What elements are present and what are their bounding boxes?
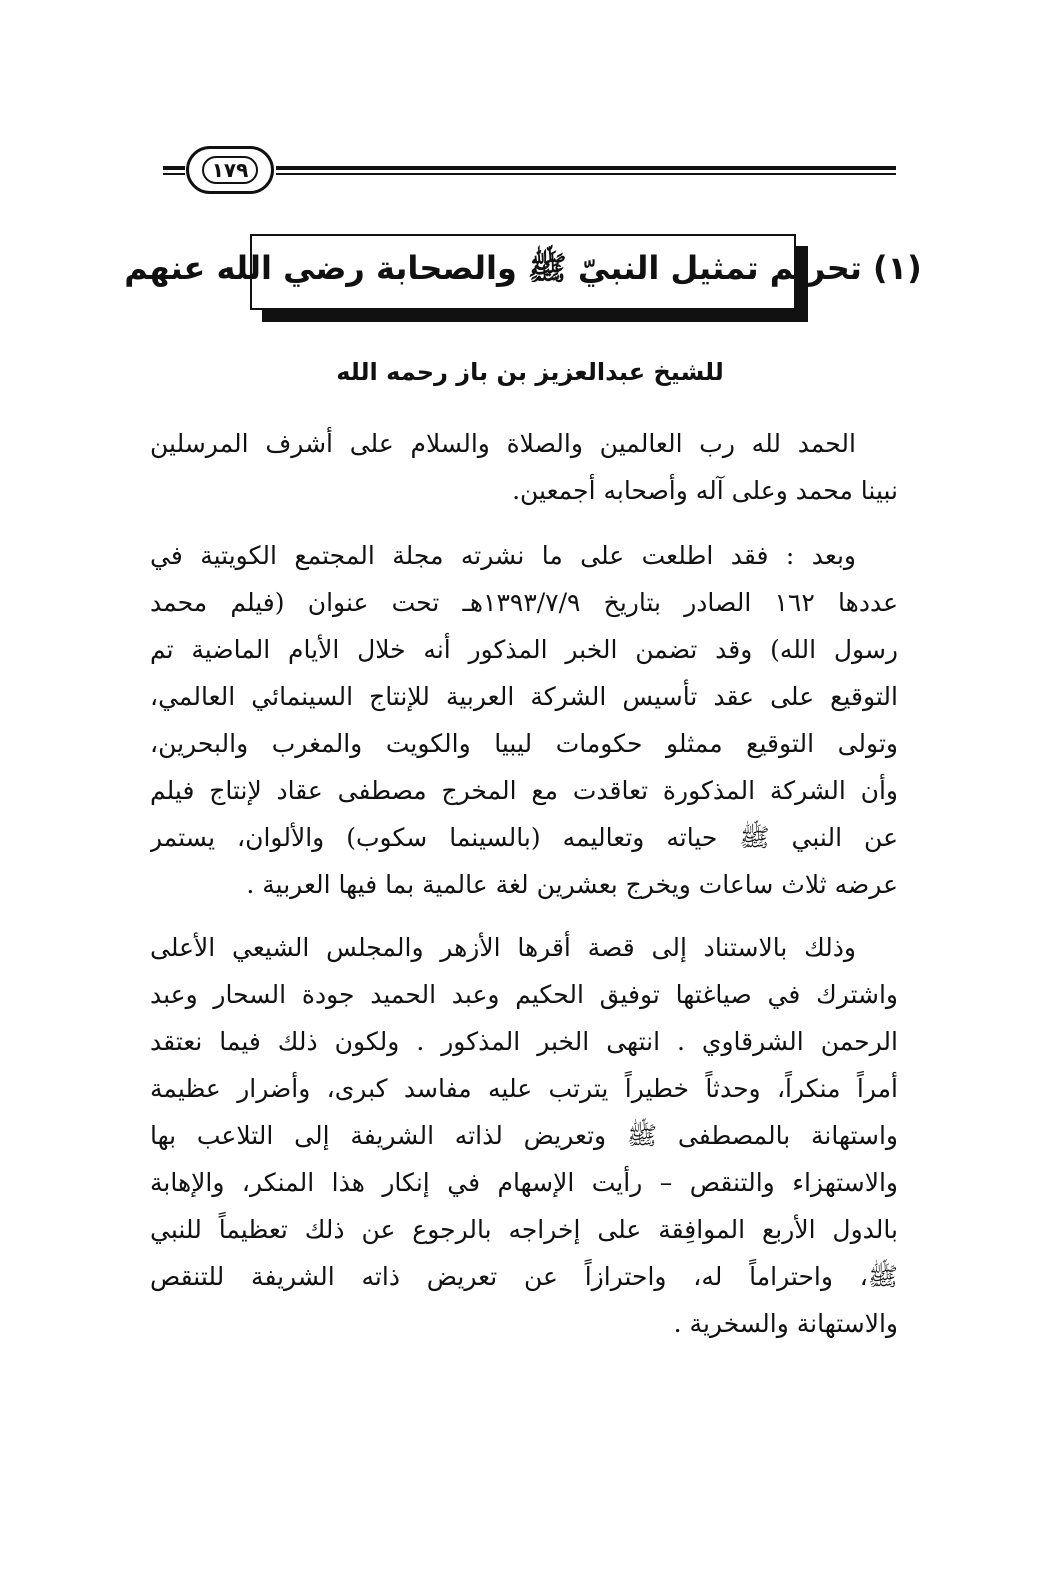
text-line: عددها ١٦٢ الصادر بتاريخ ١٣٩٣/٧/٩هـ تحت عنوان (فيلم محمد: [150, 588, 898, 617]
page-number: ١٧٩: [202, 156, 259, 184]
text-line: وذلك بالاستناد إلى قصة أقرها الأزهر والمجلس الشيعي الأعلى: [150, 933, 856, 962]
title-box: [124, 234, 922, 310]
text-line: واستهانة بالمصطفى ﷺ وتعريض لذاته الشريفة إلى التلاعب بها: [150, 1121, 898, 1150]
text-line: وتولى التوقيع ممثلو حكومات ليبيا والكويت والمغرب والبحرين،: [150, 729, 898, 758]
paragraph-1: [150, 420, 898, 514]
header-rule-left: [163, 166, 185, 178]
page-number-badge: [186, 146, 274, 194]
text-line: رسول الله) وقد تضمن الخبر المذكور أنه خلال الأيام الماضية تم: [150, 635, 898, 664]
paragraph-3: [150, 924, 898, 1347]
text-line: والاستهزاء والتنقص – رأيت الإسهام في إنكار هذا المنكر، والإهابة: [150, 1168, 898, 1197]
text-line: والاستهانة والسخرية .: [673, 1309, 898, 1338]
text-line: وأن الشركة المذكورة تعاقدت مع المخرج مصطفى عقاد لإنتاج فيلم: [150, 776, 898, 805]
text-line: نبينا محمد وعلى آله وأصحابه أجمعين.: [512, 476, 898, 505]
text-line: أمراً منكراً، وحدثاً خطيراً يترتب عليه مفاسد كبرى، وأضرار عظيمة: [150, 1074, 898, 1103]
text-line: التوقيع على عقد تأسيس الشركة العربية للإنتاج السينمائي العالمي،: [150, 682, 898, 711]
header-rule-right: [276, 166, 896, 178]
chapter-title: (١) تحريم تمثيل النبيّ ﷺ والصحابة رضي الله عنهم: [124, 249, 922, 287]
text-line: بالدول الأربع الموافِقة على إخراجه بالرجوع عن ذلك تعظيماً للنبي: [150, 1215, 898, 1244]
text-line: عرضه ثلاث ساعات ويخرج بعشرين لغة عالمية بما فيها العربية .: [246, 870, 898, 899]
author-line: للشيخ عبدالعزيز بن باز رحمه الله: [336, 358, 724, 386]
text-line: وبعد : فقد اطلعت على ما نشرته مجلة المجتمع الكويتية في: [150, 541, 856, 570]
text-line: واشترك في صياغتها توفيق الحكيم وعبد الحميد جودة السحار وعبد: [150, 980, 898, 1009]
text-line: عن النبي ﷺ حياته وتعاليمه (بالسينما سكوب) والألوان، يستمر: [150, 823, 898, 852]
text-line: ﷺ، واحتراماً له، واحترازاً عن تعريض ذاته الشريفة للتنقص: [150, 1262, 898, 1291]
text-line: الرحمن الشرقاوي . انتهى الخبر المذكور . ولكون ذلك فيما نعتقد: [150, 1027, 898, 1056]
paragraph-2: [150, 532, 898, 908]
text-line: الحمد لله رب العالمين والصلاة والسلام على أشرف المرسلين: [150, 429, 856, 458]
